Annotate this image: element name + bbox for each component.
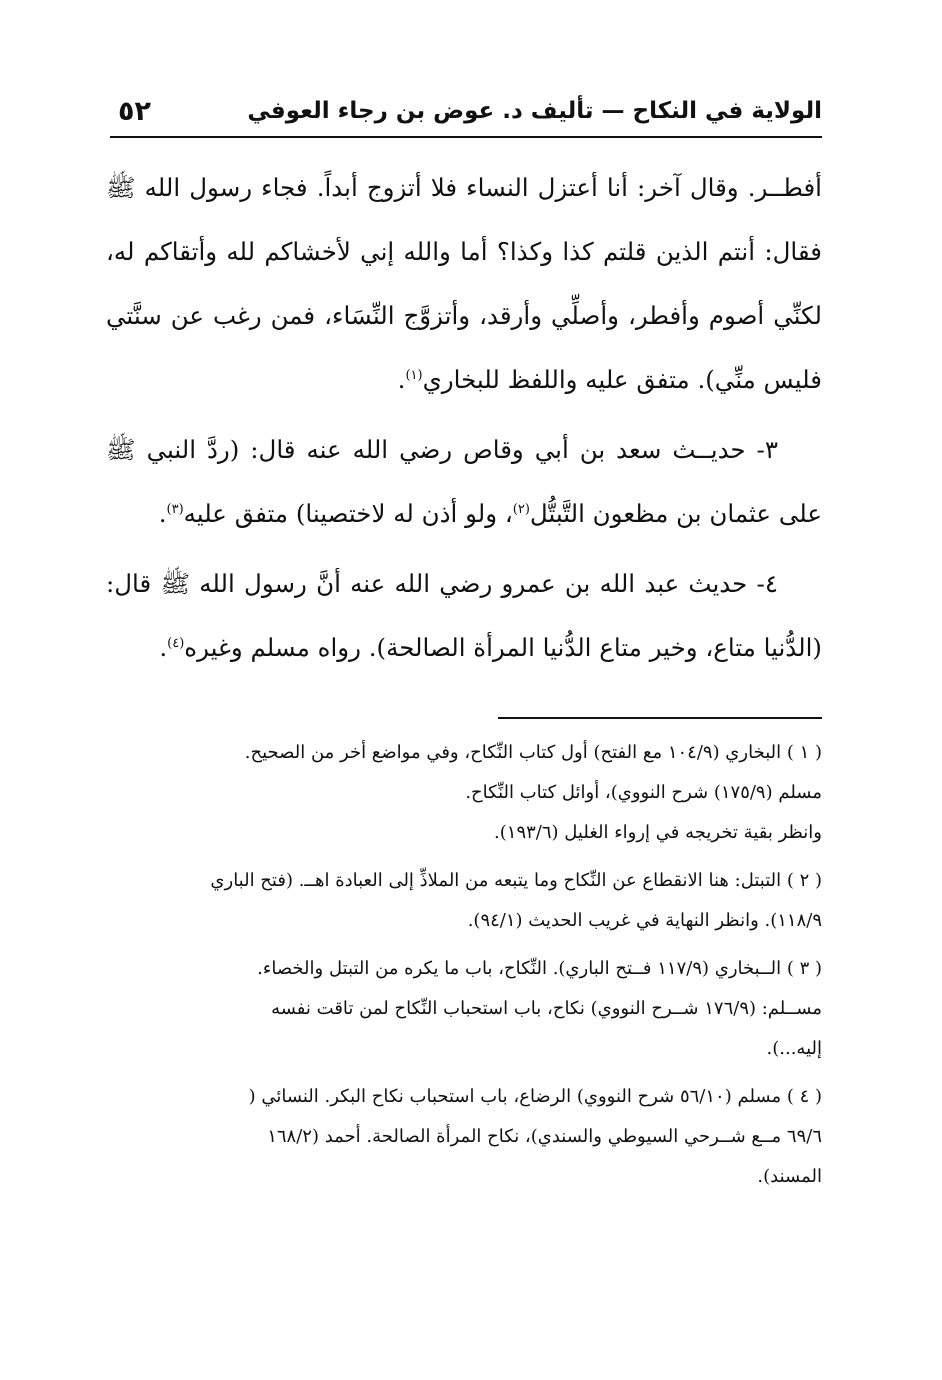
paragraph-text: ، ولو أذن له لاختصينا) متفق عليه — [183, 499, 513, 528]
hadith-paragraph-continuation — [106, 156, 822, 412]
hadith-paragraph-3 — [106, 418, 822, 546]
footnote-line: مســلم: (١٧٦/٩ شــرح النووي) نكاح، باب استحباب النِّكاح لمن تاقت نفسه — [271, 998, 822, 1019]
paragraph-text: أفطــر. وقال آخر: أنا أعتزل النساء فلا أتزوج أبداً. فجاء رسول الله ﷺ فقال: أنتم الذين قلتم كذا وكذا؟ أما والله إني لأخشاكم لله وأتقاكم له، لكنِّي أصوم وأفطر، وأصلِّي وأرقد، وأتزوَّج النِّسَاء، فمن رغب عن سنَّتي فليس منِّي). متفق عليه واللفظ للبخاري — [106, 173, 822, 394]
footnote-line: ٦٩/٦ مــع شــرحي السيوطي والسندي)، نكاح المرأة الصالحة. أحمد (١٦٨/٢ — [267, 1126, 822, 1147]
footnote-line: ١١٨/٩). وانظر النهاية في غريب الحديث (٩٤/١). — [467, 910, 822, 931]
footnotes — [106, 733, 822, 1205]
footnote-2 — [106, 861, 822, 941]
paragraph-end: . — [159, 633, 168, 662]
footnote-line: المسند). — [757, 1166, 822, 1187]
footnote-4 — [106, 1077, 822, 1197]
footnote-1 — [106, 733, 822, 853]
footnote-line: ( ٢ ) التبتل: هنا الانقطاع عن النِّكاح وما يتبعه من الملاذِّ إلى العبادة اهــ. (فتح الباري — [210, 870, 822, 891]
paragraph-text: ٣- حديــث سعد بن أبي وقاص رضي الله عنه قال: (ردَّ النبي ﷺ على عثمان بن مظعون التَّبتُّل — [106, 435, 822, 528]
paragraph-text: ٤- حديث عبد الله بن عمرو رضي الله عنه أنَّ رسول الله ﷺ قال: (الدُّنيا متاع، وخير متاع الدُّنيا المرأة الصالحة). رواه مسلم وغيره — [106, 569, 822, 662]
footnote-line: ( ٤ ) مسلم (٥٦/١٠ شرح النووي) الرضاع، باب استحباب نكاح البكر. النسائي ( — [248, 1086, 822, 1107]
footnote-line: مسلم (١٧٥/٩) شرح النووي)، أوائل كتاب النِّكاح. — [465, 782, 822, 803]
running-header — [110, 96, 822, 138]
footnote-3 — [106, 949, 822, 1069]
page-number: ٥٢ — [118, 96, 151, 127]
main-text — [106, 156, 822, 680]
footnote-ref: (٢) — [512, 501, 530, 517]
footnote-line: وانظر بقية تخريجه في إرواء الغليل (١٩٣/٦). — [494, 822, 822, 843]
footnote-ref: (٤) — [167, 635, 185, 651]
paragraph-end: . — [158, 499, 167, 528]
hadith-paragraph-4 — [106, 552, 822, 680]
footnote-ref: (٣) — [166, 501, 184, 517]
footnote-line: إليه...). — [766, 1038, 822, 1059]
paragraph-end: . — [397, 365, 406, 394]
footnote-line: ( ٣ ) الــبخاري (١١٧/٩ فــتح الباري). النِّكاح، باب ما يكره من التبتل والخصاء. — [257, 958, 822, 979]
running-title: الولاية في النكاح — تأليف د. عوض بن رجاء العوفي — [247, 98, 822, 124]
footnote-ref: (١) — [405, 367, 423, 383]
footnote-separator — [498, 717, 822, 719]
footnote-line: ( ١ ) البخاري (١٠٤/٩ مع الفتح) أول كتاب النِّكاح، وفي مواضع أخر من الصحيح. — [244, 742, 822, 763]
